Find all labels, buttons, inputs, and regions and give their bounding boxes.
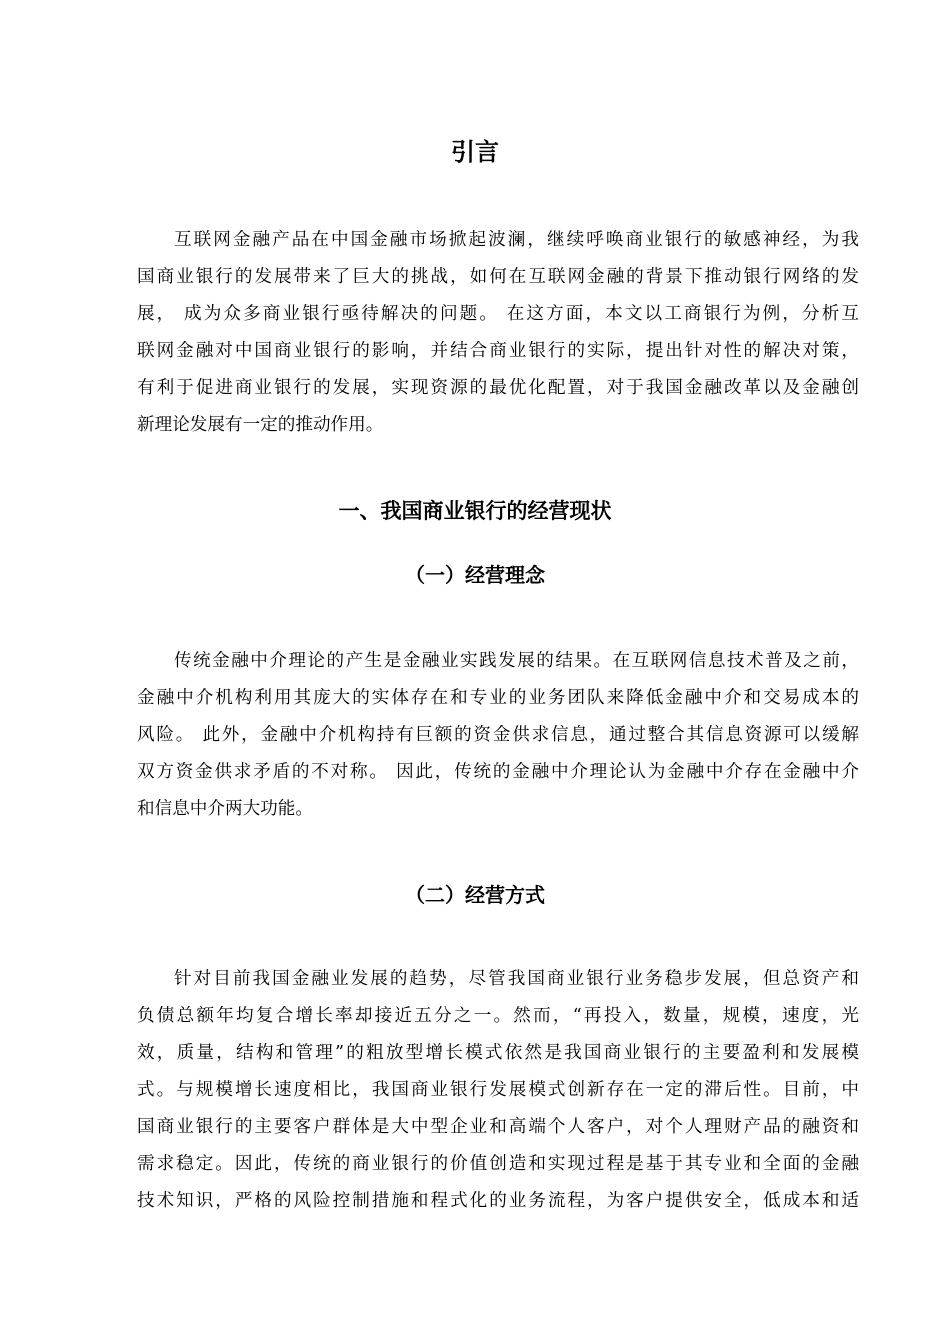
section-heading: 一、我国商业银行的经营现状 (338, 499, 612, 523)
intro-line: 互联网金融产品在中国金融市场掀起波澜，继续呼唤商业银行的敏感神经，为我 (174, 230, 859, 250)
mode-line: 式。与规模增长速度相比，我国商业银行发展模式创新存在一定的滞后性。目前，中 (137, 1080, 859, 1100)
intro-line: 展， 成为众多商业银行亟待解决的问题。 在这方面，本文以工商银行为例，分析互 (137, 304, 859, 324)
concept-line: 金融中介机构利用其庞大的实体存在和专业的业务团队来降低金融中介和交易成本的 (137, 688, 859, 708)
mode-line: 针对目前我国金融业发展的趋势，尽管我国商业银行业务稳步发展，但总资产和 (174, 969, 859, 989)
concept-line: 风险。 此外，金融中介机构持有巨额的资金供求信息，通过整合其信息资源可以缓解 (137, 725, 859, 745)
page-title: 引言 (451, 138, 499, 166)
intro-line: 联网金融对中国商业银行的影响，并结合商业银行的实际，提出针对性的解决对策， (137, 341, 859, 361)
intro-line: 有利于促进商业银行的发展，实现资源的最优化配置，对于我国金融改革以及金融创 (137, 378, 859, 398)
mode-line: 负债总额年均复合增长率却接近五分之一。然而，“再投入，数量，规模，速度，光 (137, 1006, 859, 1026)
mode-paragraph (137, 961, 859, 1220)
concept-line: 双方资金供求矛盾的不对称。 因此，传统的金融中介理论认为金融中介存在金融中介 (137, 762, 859, 782)
mode-line: 技术知识，严格的风险控制措施和程式化的业务流程，为客户提供安全，低成本和适 (137, 1191, 859, 1211)
intro-paragraph (137, 222, 859, 444)
concept-line: 和信息中介两大功能。 (137, 799, 313, 819)
subsection-heading: （一）经营理念 (405, 563, 545, 587)
intro-line: 新理论发展有一定的推动作用。 (137, 415, 384, 435)
subsection-heading: （二）经营方式 (405, 883, 545, 907)
concept-line: 传统金融中介理论的产生是金融业实践发展的结果。在互联网信息技术普及之前， (174, 651, 859, 671)
concept-paragraph (137, 643, 859, 828)
mode-line: 需求稳定。因此，传统的商业银行的价值创造和实现过程是基于其专业和全面的金融 (137, 1154, 859, 1174)
intro-line: 国商业银行的发展带来了巨大的挑战，如何在互联网金融的背景下推动银行网络的发 (137, 267, 859, 287)
mode-line: 国商业银行的主要客户群体是大中型企业和高端个人客户，对个人理财产品的融资和 (137, 1117, 859, 1137)
mode-line: 效，质量，结构和管理”的粗放型增长模式依然是我国商业银行的主要盈利和发展模 (137, 1043, 859, 1063)
